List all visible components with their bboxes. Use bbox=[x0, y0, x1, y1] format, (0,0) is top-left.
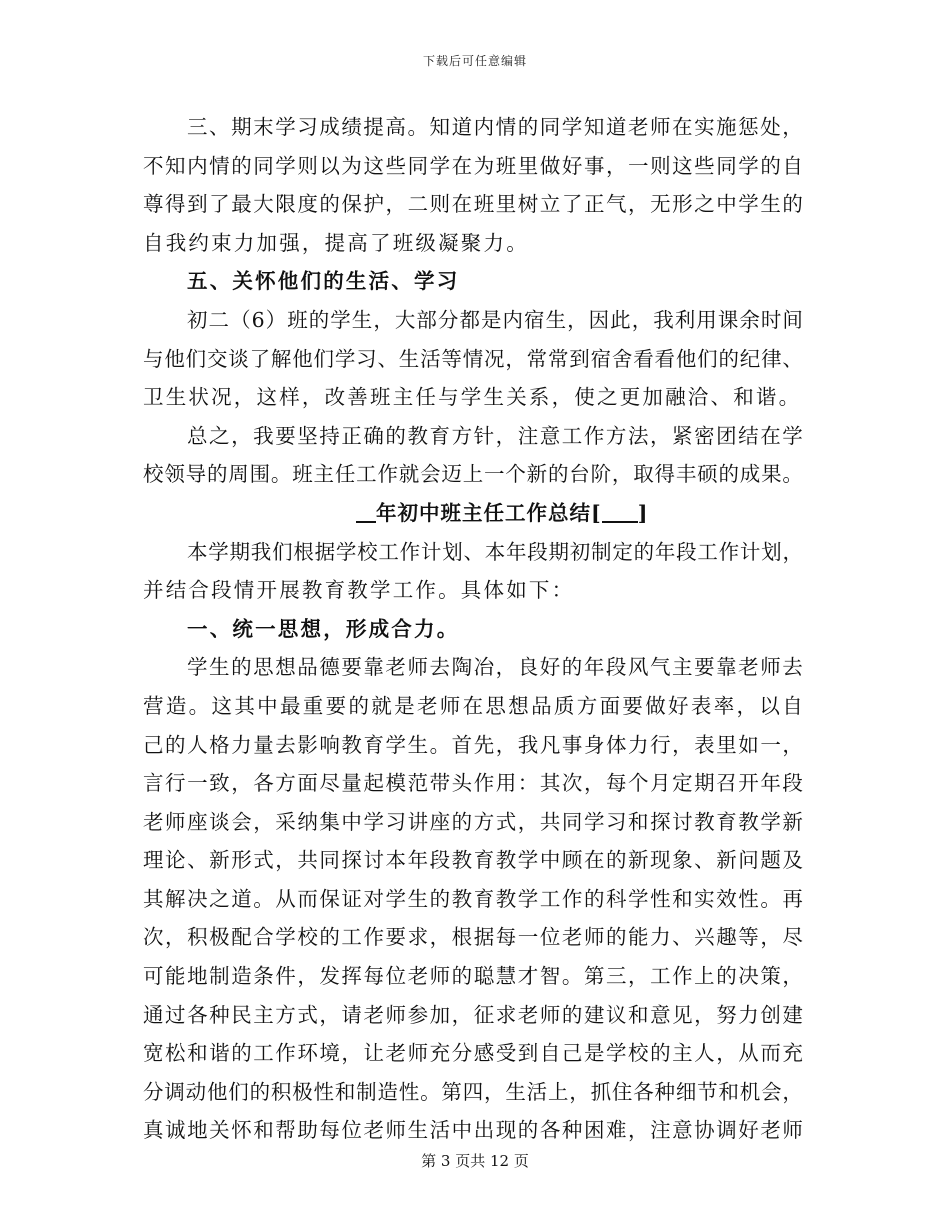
paragraph-line: 言 行 一 致 ， 各 方 面 尽 量 起 模 范 带 头 作 用 ： 其 次 ， 每 个 月 定 期 召 开 年 段 bbox=[143, 771, 803, 796]
paragraph-line: 总 之 ， 我 要 坚 持 正 确 的 教 育 方 针 ， 注 意 工 作 方 法 ， 紧 密 团 结 在 学 bbox=[187, 423, 803, 448]
paragraph-line: 老 师 座 谈 会 ， 采 纳 集 中 学 习 讲 座 的 方 式 ， 共 同 学 习 和 探 讨 教 育 教 学 新 bbox=[143, 809, 803, 834]
paragraph-line: 分 调 动 他 们 的 积 极 性 和 制 造 性 。 第 四 ， 生 活 上 ， 抓 住 各 种 细 节 和 机 会 ， bbox=[143, 1079, 803, 1104]
title-bracket-close: ] bbox=[637, 500, 649, 525]
paragraph-line: 校 领 导 的 周 围 。 班 主 任 工 作 就 会 迈 上 一 个 新 的 台 阶 ， 取 得 丰 硕 的 成 果 。 bbox=[143, 462, 803, 487]
paragraph-line: 其 解 决 之 道 。 从 而 保 证 对 学 生 的 教 育 教 学 工 作 的 科 学 性 和 实 效 性 。 再 bbox=[143, 886, 803, 911]
paragraph-line: 营 造 。 这 其 中 最 重 要 的 就 是 老 师 在 思 想 品 质 方 面 要 做 好 表 率 ， 以 自 bbox=[143, 693, 803, 718]
download-note: 下载后可任意编辑 bbox=[422, 54, 527, 68]
title-suffix-blank bbox=[602, 499, 638, 523]
paragraph-line: 己 的 人 格 力 量 去 影 响 教 育 学 生 。 首 先 ， 我 凡 事 身 体 力 行 ， 表 里 如 一 ， bbox=[143, 732, 803, 757]
paragraph-line: 与 他 们 交 谈 了 解 他 们 学 习 、 生 活 等 情 况 ， 常 常 到 宿 舍 看 看 他 们 的 纪 律 、 bbox=[143, 346, 803, 371]
paragraph-line: 真 诚 地 关 怀 和 帮 助 每 位 老 师 生 活 中 出 现 的 各 种 困 难 ， 注 意 协 调 好 老 师 bbox=[143, 1118, 803, 1143]
paragraph-line: 尊 得 到 了 最 大 限 度 的 保 护 ， 二 则 在 班 里 树 立 了 正 气 ， 无 形 之 中 学 生 的 bbox=[143, 192, 803, 217]
document-body bbox=[143, 108, 803, 1150]
section-heading: 一、统一思想，形成合力。 bbox=[187, 616, 460, 641]
title-prefix-blank bbox=[356, 499, 376, 523]
section-heading: 五、关怀他们的生活、学习 bbox=[187, 269, 460, 294]
title-bracket-open: [ bbox=[591, 500, 602, 525]
page-number: 第 3 页共 12 页 bbox=[421, 1152, 529, 1170]
paragraph-line: 并结合段情开展教育教学工作。具体如下： bbox=[143, 578, 575, 603]
paragraph-line: 初 二 （ 6 ） 班 的 学 生 ， 大 部 分 都 是 内 宿 生 ， 因 此 ， 我 利 用 课 余 时 间 bbox=[187, 307, 803, 332]
paragraph-line: 学 生 的 思 想 品 德 要 靠 老 师 去 陶 冶 ， 良 好 的 年 段 风 气 主 要 靠 老 师 去 bbox=[187, 655, 803, 680]
paragraph-line: 本 学 期 我 们 根 据 学 校 工 作 计 划 、 本 年 段 期 初 制 定 的 年 段 工 作 计 划 ， bbox=[187, 539, 803, 564]
paragraph-line: 三 、 期 末 学 习 成 绩 提 高 。 知 道 内 情 的 同 学 知 道 老 师 在 实 施 惩 处 ， bbox=[187, 115, 803, 139]
paragraph-line: 不 知 内 情 的 同 学 则 以 为 这 些 同 学 在 为 班 里 做 好 事 ， 一 则 这 些 同 学 的 自 bbox=[143, 153, 803, 178]
document-title bbox=[143, 494, 803, 533]
paragraph-line: 卫生状况，这样，改善班主任与学生关系，使之更加融洽、和谐。 bbox=[143, 385, 802, 410]
paragraph-line: 可 能 地 制 造 条 件 ， 发 挥 每 位 老 师 的 聪 慧 才 智 。 第 三 ， 工 作 上 的 决 策 ， bbox=[143, 964, 803, 989]
title-text: 年初中班主任工作总结 bbox=[376, 500, 591, 525]
paragraph-line: 通 过 各 种 民 主 方 式 ， 请 老 师 参 加 ， 征 求 老 师 的 建 议 和 意 见 ， 努 力 创 建 bbox=[143, 1002, 803, 1027]
paragraph-line: 理 论 、 新 形 式 ， 共 同 探 讨 本 年 段 教 育 教 学 中 顾 在 的 新 现 象 、 新 问 题 及 bbox=[143, 848, 803, 873]
paragraph-line: 宽 松 和 谐 的 工 作 环 境 ， 让 老 师 充 分 感 受 到 自 己 是 学 校 的 主 人 ， 从 而 充 bbox=[143, 1041, 803, 1066]
paragraph-line: 自我约束力加强，提高了班级凝聚力。 bbox=[143, 230, 529, 255]
paragraph-line: 次 ， 积 极 配 合 学 校 的 工 作 要 求 ， 根 据 每 一 位 老 师 的 能 力 、 兴 趣 等 ， 尽 bbox=[143, 925, 803, 950]
